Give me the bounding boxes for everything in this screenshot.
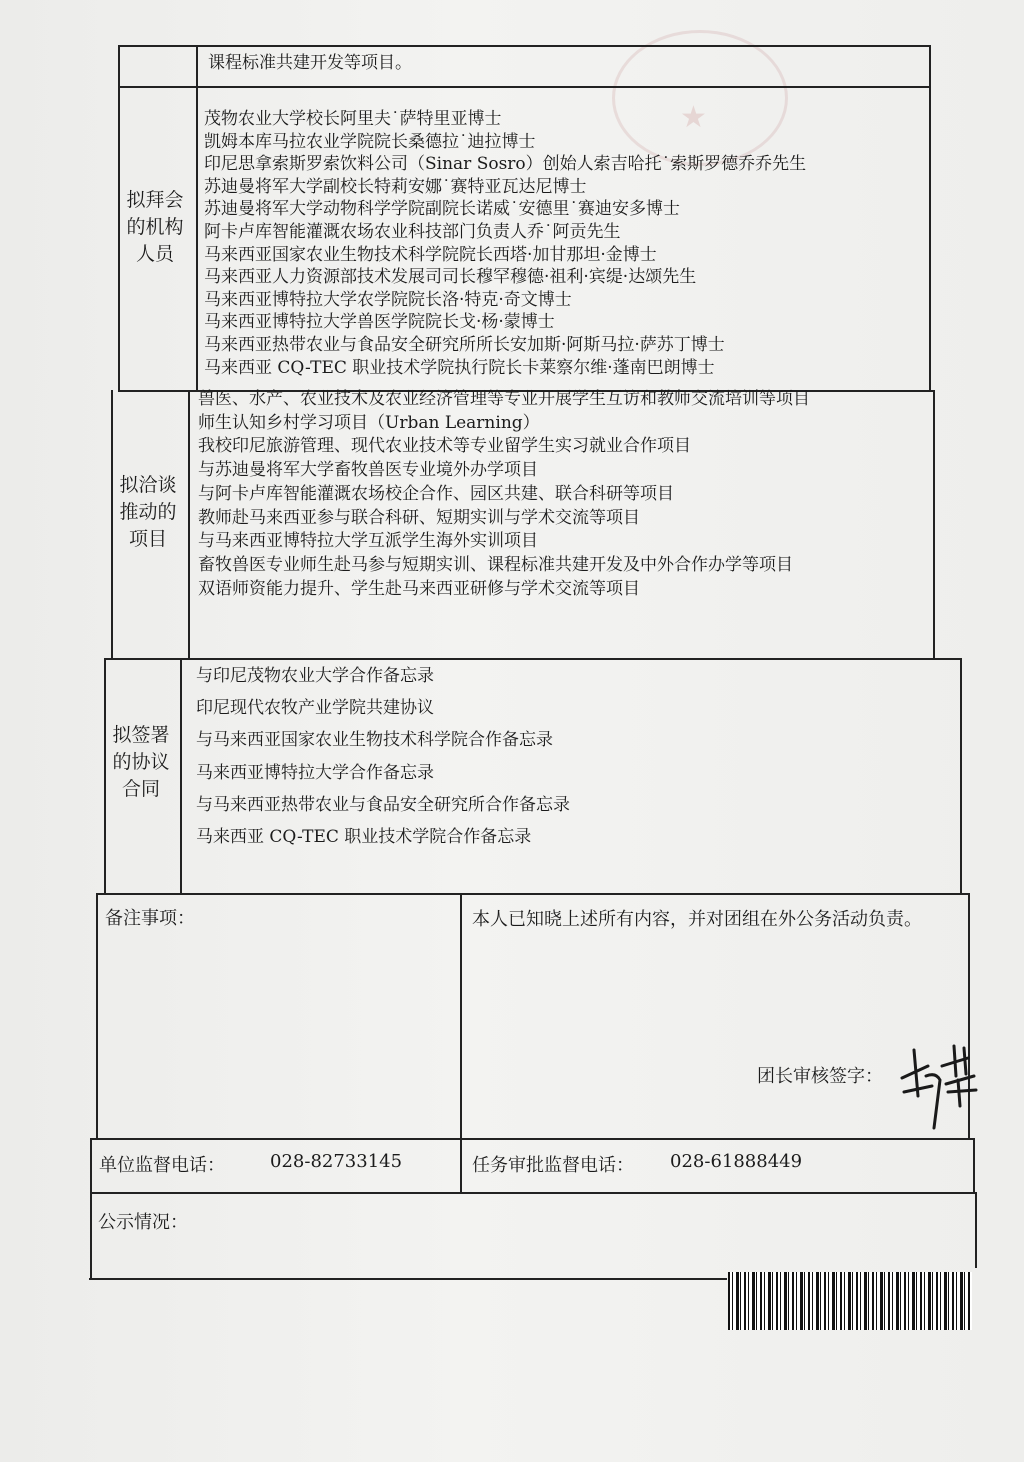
list-item: 我校印尼旅游管理、现代农业技术等专业留学生实习就业合作项目 [198, 436, 691, 457]
barcode [728, 1272, 972, 1330]
task-phone-number: 028-61888449 [670, 1151, 803, 1172]
list-item: 马来西亚 CQ-TEC 职业技术学院执行院长卡莱察尔维·蓬南巴朗博士 [204, 357, 715, 378]
publicity-label: 公示情况： [98, 1212, 188, 1233]
agreement-list [196, 660, 570, 853]
list-item: 苏迪曼将军大学副校长特莉安娜˙赛特亚瓦达尼博士 [204, 176, 587, 197]
list-item: 师生认知乡村学习项目（Urban Learning） [198, 412, 540, 433]
list-item: 马来西亚国家农业生物技术科学院院长西塔·加甘那坦·金博士 [204, 244, 657, 265]
row-divider [96, 893, 969, 895]
table-border-left [111, 390, 113, 660]
table-border-right [929, 45, 931, 391]
stamp-star-icon: ★ [680, 100, 707, 135]
table-border-right [973, 1138, 975, 1194]
list-item: 马来西亚热带农业与食品安全研究所所长安加斯·阿斯马拉·萨苏丁博士 [204, 334, 725, 355]
list-item: 马来西亚博特拉大学兽医学院院长戈·杨·蒙博士 [204, 312, 555, 333]
list-item: 马来西亚 CQ-TEC 职业技术学院合作备忘录 [196, 827, 532, 848]
visit-section-label: 拟拜会的机构人员 [126, 189, 184, 265]
table-border-left [104, 658, 106, 895]
list-item: 与苏迪曼将军大学畜牧兽医专业境外办学项目 [198, 460, 538, 481]
row-divider [118, 86, 930, 88]
agreement-section-label: 拟签署的协议合同 [112, 724, 170, 800]
list-item: 与马来西亚国家农业生物技术科学院合作备忘录 [196, 730, 553, 751]
responsibility-statement: 本人已知晓上述所有内容，并对团组在外公务活动负责。 [472, 909, 922, 930]
list-item: 畜牧兽医专业师生赴马参与短期实训、课程标准共建开发及中外合作办学等项目 [198, 554, 793, 575]
signature-label: 团长审核签字： [757, 1066, 883, 1087]
table-border-right [960, 658, 962, 895]
list-item: 与印尼茂物农业大学合作备忘录 [196, 666, 434, 686]
list-item: 马来西亚博特拉大学合作备忘录 [196, 762, 434, 783]
handwritten-signature-icon [896, 1036, 986, 1132]
list-item: 马来西亚博特拉大学农学院院长洛·特克·奇文博士 [204, 289, 572, 310]
remarks-column-divider [460, 893, 462, 1193]
list-item: 兽医、水产、农业技术及农业经济管理等专业开展学生互访和教师交流培训等项目 [198, 389, 810, 409]
table-border-left [96, 893, 98, 1139]
label-column-divider [196, 45, 198, 391]
list-item: 与马来西亚热带农业与食品安全研究所合作备忘录 [196, 794, 570, 815]
unit-phone-label: 单位监督电话： [99, 1155, 225, 1176]
project-list [198, 388, 938, 601]
visit-list [204, 108, 806, 379]
list-item: 印尼思拿索斯罗索饮料公司（Sinar Sosro）创始人索吉哈托˙索斯罗德乔乔先生 [204, 154, 807, 175]
list-item: 苏迪曼将军大学动物科学学院副院长诺威˙安德里˙赛迪安多博士 [204, 199, 680, 220]
list-item: 教师赴马来西亚参与联合科研、短期实训与学术交流等项目 [198, 507, 640, 528]
list-item: 阿卡卢库智能灌溉农场农业科技部门负责人乔˙阿贡先生 [204, 221, 621, 242]
list-item: 双语师资能力提升、学生赴马来西亚研修与学术交流等项目 [198, 578, 640, 599]
list-item: 与马来西亚博特拉大学互派学生海外实训项目 [198, 531, 538, 552]
table-border-top [118, 45, 930, 47]
label-column-divider [188, 390, 190, 660]
label-column-divider [180, 658, 182, 895]
list-item: 印尼现代农牧产业学院共建协议 [196, 698, 434, 719]
row0-content: 课程标准共建开发等项目。 [208, 53, 412, 73]
list-item: 凯姆本库马拉农业学院院长桑德拉˙迪拉博士 [204, 131, 536, 152]
table-border-left [90, 1138, 92, 1279]
row-divider [90, 1192, 975, 1194]
task-phone-label: 任务审批监督电话： [472, 1155, 634, 1176]
row-divider [90, 1138, 975, 1140]
remarks-label: 备注事项： [105, 908, 195, 929]
list-item: 与阿卡卢库智能灌溉农场校企合作、园区共建、联合科研等项目 [198, 483, 674, 504]
project-section-label: 拟洽谈推动的项目 [119, 474, 177, 550]
table-border-right [975, 1192, 977, 1268]
table-border-bottom [89, 1278, 727, 1280]
list-item: 马来西亚人力资源部技术发展司司长穆罕穆德·祖利·宾缇·达颂先生 [204, 267, 697, 288]
unit-phone-number: 028-82733145 [270, 1151, 403, 1172]
table-border-left [118, 45, 120, 391]
list-item: 茂物农业大学校长阿里夫˙萨特里亚博士 [204, 109, 502, 129]
